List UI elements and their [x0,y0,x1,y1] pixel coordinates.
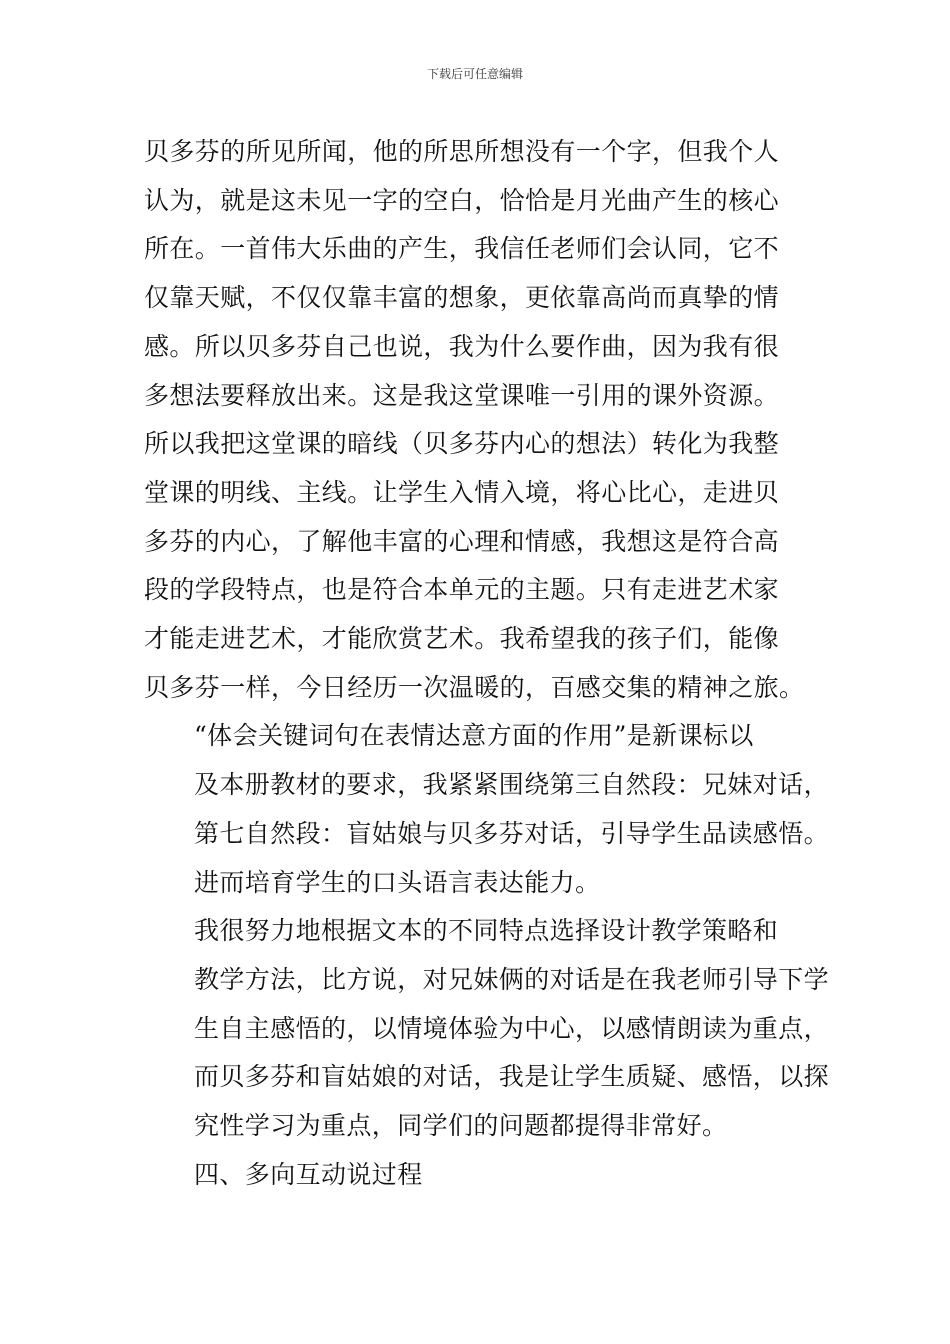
text-line: 贝多芬的所见所闻，他的所思所想没有一个字，但我个人 [144,137,780,166]
text-line: 堂课的明线、主线。让学生入情入境，将心比心，走进贝 [144,477,780,507]
text-line: 段的学段特点，也是符合本单元的主题。只有走进艺术家 [144,575,780,605]
text-line: 认为，就是这未见一字的空白，恰恰是月光曲产生的核心 [144,185,780,215]
text-line: “体会关键词句在表情达意方面的作用”是新课标以 [194,721,754,751]
text-line: 我很努力地根据文本的不同特点选择设计教学策略和 [194,916,779,946]
paragraph-continuation [144,128,808,712]
text-line: 进而培育学生的口头语言表达能力。 [194,867,601,897]
text-line: 所以我把这堂课的暗线（贝多芬内心的想法）转化为我整 [144,429,780,459]
text-line: 所在。一首伟大乐曲的产生，我信任老师们会认同，它不 [144,234,780,264]
text-line: 及本册教材的要求，我紧紧围绕第三自然段：兄妹对话， [194,770,830,800]
text-line: 第七自然段：盲姑娘与贝多芬对话，引导学生品读感悟。 [194,818,830,848]
document-body [144,128,830,1199]
section-heading [144,1151,808,1200]
text-line: 教学方法，比方说，对兄妹俩的对话是在我老师引导下学 [194,964,830,994]
text-line: 究性学习为重点，同学们的问题都提得非常好。 [194,1111,728,1141]
text-line: 才能走进艺术，才能欣赏艺术。我希望我的孩子们，能像 [144,624,780,654]
text-line: 多想法要释放出来。这是我这堂课唯一引用的课外资源。 [144,380,780,410]
text-line: 而贝多芬和盲姑娘的对话，我是让学生质疑、感悟，以探 [194,1062,830,1092]
page-header: 下载后可任意编辑 [426,67,523,81]
text-line: 多芬的内心，了解他丰富的心理和情感，我想这是符合高 [144,526,780,556]
text-line: 感。所以贝多芬自己也说，我为什么要作曲，因为我有很 [144,331,780,361]
text-line: 贝多芬一样，今日经历一次温暖的，百感交集的精神之旅。 [144,672,805,702]
paragraph-key-sentences [144,712,830,907]
text-line: 生自主感悟的，以情境体验为中心，以感情朗读为重点， [194,1013,830,1043]
text-line: 四、多向互动说过程 [194,1159,423,1189]
paragraph-teaching-methods [144,907,830,1151]
text-line: 仅靠天赋，不仅仅靠丰富的想象，更依靠高尚而真挚的情 [144,283,780,313]
